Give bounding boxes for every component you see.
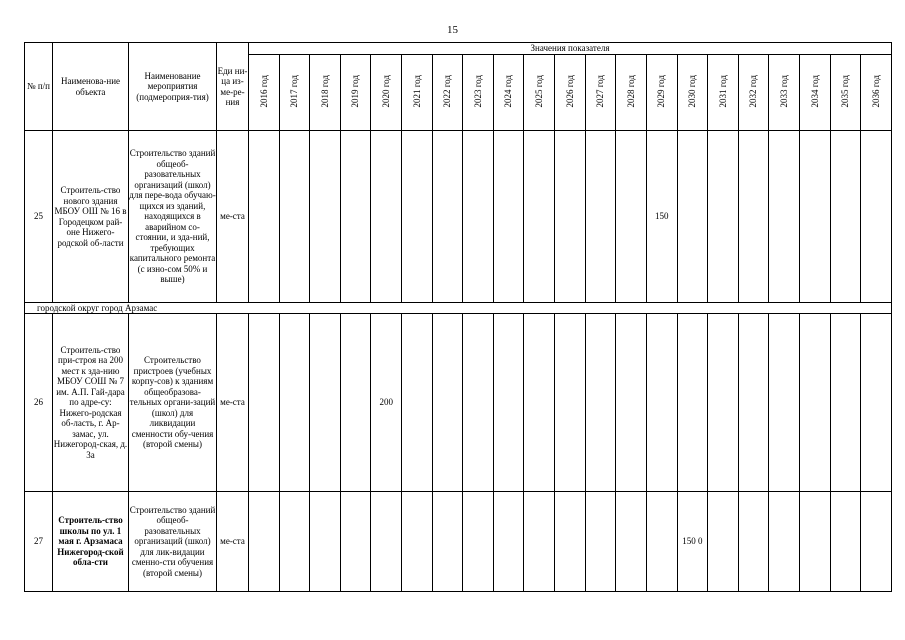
- year-header: [646, 55, 677, 131]
- unit-cell: ме-ста: [217, 131, 249, 303]
- value-cell: [769, 131, 800, 303]
- value-cell: [616, 131, 647, 303]
- value-cell: [799, 131, 830, 303]
- value-cell: [463, 131, 494, 303]
- object-name: Строитель-ство школы по ул. 1 мая г. Арзамаса Нижегород-ской обла-сти: [53, 492, 129, 592]
- value-cell: [555, 131, 586, 303]
- year-header: [524, 55, 555, 131]
- measure-name: Строительство пристроев (учебных корпу-сов) к зданиям общеобразова-тельных органи-заций (школ) для ликвидации сменности обу-чения (второй смены): [129, 314, 217, 492]
- value-cell: [493, 131, 524, 303]
- value-cell: [585, 131, 616, 303]
- value-cell: [861, 314, 892, 492]
- values-title: Значения показателя: [249, 43, 892, 55]
- table-row: [25, 314, 892, 492]
- value-cell: [646, 314, 677, 492]
- row-number: 27: [25, 492, 53, 592]
- year-header: [830, 55, 861, 131]
- measure-name: Строительство зданий общеоб-разовательных организаций (школ) для пере-вода обучаю-щихся из зданий, находящихся в аварийном со-стоянии, и зда-ний, требующих капитального ремонта (с изно-сом 50% и выше): [129, 131, 217, 303]
- value-cell: [738, 131, 769, 303]
- value-cell: [708, 492, 739, 592]
- value-cell: [861, 492, 892, 592]
- value-cell: [249, 492, 280, 592]
- unit-cell: ме-ста: [217, 492, 249, 592]
- value-cell: [830, 492, 861, 592]
- value-cell: [585, 314, 616, 492]
- page-number: 15: [447, 24, 458, 36]
- value-cell: [708, 314, 739, 492]
- col-object-header: Наименова-ние объекта: [53, 43, 129, 131]
- year-header: [799, 55, 830, 131]
- region-row: [25, 303, 892, 314]
- value-cell: [463, 314, 494, 492]
- year-label: 2021 год: [411, 74, 422, 108]
- year-header: [555, 55, 586, 131]
- value-cell: [340, 314, 371, 492]
- indicator-table: [24, 42, 892, 592]
- measure-name: Строительство зданий общеоб-разовательных организаций (школ) для лик-видации сменно-сти обучения (второй смены): [129, 492, 217, 592]
- value-cell: [432, 492, 463, 592]
- value-cell: [279, 492, 310, 592]
- year-label: 2036 год: [870, 74, 881, 108]
- value-cell: [310, 314, 341, 492]
- year-label: 2023 год: [472, 74, 483, 108]
- region-label: городской округ город Арзамас: [25, 303, 892, 314]
- object-name: Строитель-ство при-строя на 200 мест к зда-нию МБОУ СОШ № 7 им. А.П. Гай-дара по адре-су: Нижего-родская об-ласть, г. Ар-замас, ул. Нижегород-ская, д. 3а: [53, 314, 129, 492]
- value-cell: [677, 131, 708, 303]
- col-num-header: № п/п: [25, 43, 53, 131]
- col-measure-header: Наименование мероприятия (подмероприя-тия): [129, 43, 217, 131]
- value-cell: [585, 492, 616, 592]
- year-header: [738, 55, 769, 131]
- value-cell: [402, 492, 433, 592]
- year-header: [616, 55, 647, 131]
- value-cell: [738, 314, 769, 492]
- value-cell: [371, 131, 402, 303]
- table-row: [25, 131, 892, 303]
- year-header: [340, 55, 371, 131]
- year-header: [402, 55, 433, 131]
- year-label: 2027 год: [595, 74, 606, 108]
- year-label: 2029 год: [656, 74, 667, 108]
- col-unit-header: Еди ни-ца из-ме-ре-ния: [217, 43, 249, 131]
- value-cell: [677, 314, 708, 492]
- value-cell: [371, 492, 402, 592]
- year-label: 2035 год: [840, 74, 851, 108]
- year-label: 2019 год: [350, 74, 361, 108]
- header-row-top: [25, 43, 892, 55]
- year-header: [371, 55, 402, 131]
- row-number: 26: [25, 314, 53, 492]
- year-header: [769, 55, 800, 131]
- value-cell: 200: [371, 314, 402, 492]
- year-header: [493, 55, 524, 131]
- value-cell: [646, 492, 677, 592]
- value-cell: [524, 492, 555, 592]
- value-cell: [432, 314, 463, 492]
- value-cell: [616, 492, 647, 592]
- value-cell: [402, 314, 433, 492]
- year-header: [432, 55, 463, 131]
- year-label: 2018 год: [319, 74, 330, 108]
- year-label: 2022 год: [442, 74, 453, 108]
- year-label: 2028 год: [625, 74, 636, 108]
- value-cell: [432, 131, 463, 303]
- year-label: 2016 год: [258, 74, 269, 108]
- value-cell: [616, 314, 647, 492]
- year-label: 2020 год: [380, 74, 391, 108]
- year-label: 2033 год: [778, 74, 789, 108]
- value-cell: [555, 492, 586, 592]
- value-cell: [830, 314, 861, 492]
- year-label: 2030 год: [687, 74, 698, 108]
- year-label: 2034 год: [809, 74, 820, 108]
- year-header: [279, 55, 310, 131]
- year-header: [463, 55, 494, 131]
- year-header: [861, 55, 892, 131]
- value-cell: [402, 131, 433, 303]
- value-cell: [524, 314, 555, 492]
- value-cell: [279, 131, 310, 303]
- year-label: 2024 год: [503, 74, 514, 108]
- year-label: 2017 год: [289, 74, 300, 108]
- value-cell: [279, 314, 310, 492]
- value-cell: [738, 492, 769, 592]
- year-header: [585, 55, 616, 131]
- value-cell: 150: [646, 131, 677, 303]
- value-cell: [310, 492, 341, 592]
- value-cell: [708, 131, 739, 303]
- value-cell: [310, 131, 341, 303]
- year-header: [249, 55, 280, 131]
- value-cell: [463, 492, 494, 592]
- value-cell: [799, 314, 830, 492]
- row-number: 25: [25, 131, 53, 303]
- value-cell: [769, 314, 800, 492]
- value-cell: 150 0: [677, 492, 708, 592]
- year-label: 2026 год: [564, 74, 575, 108]
- value-cell: [493, 492, 524, 592]
- year-label: 2031 год: [717, 74, 728, 108]
- value-cell: [340, 131, 371, 303]
- unit-cell: ме-ста: [217, 314, 249, 492]
- year-label: 2032 год: [748, 74, 759, 108]
- value-cell: [861, 131, 892, 303]
- value-cell: [799, 492, 830, 592]
- year-header: [677, 55, 708, 131]
- value-cell: [249, 131, 280, 303]
- year-header: [708, 55, 739, 131]
- value-cell: [524, 131, 555, 303]
- year-label: 2025 год: [534, 74, 545, 108]
- value-cell: [830, 131, 861, 303]
- value-cell: [493, 314, 524, 492]
- table-row: [25, 492, 892, 592]
- value-cell: [249, 314, 280, 492]
- object-name: Строитель-ство нового здания МБОУ ОШ № 16 в Городецком рай-оне Нижего-родской об-ласти: [53, 131, 129, 303]
- value-cell: [769, 492, 800, 592]
- year-header: [310, 55, 341, 131]
- value-cell: [340, 492, 371, 592]
- value-cell: [555, 314, 586, 492]
